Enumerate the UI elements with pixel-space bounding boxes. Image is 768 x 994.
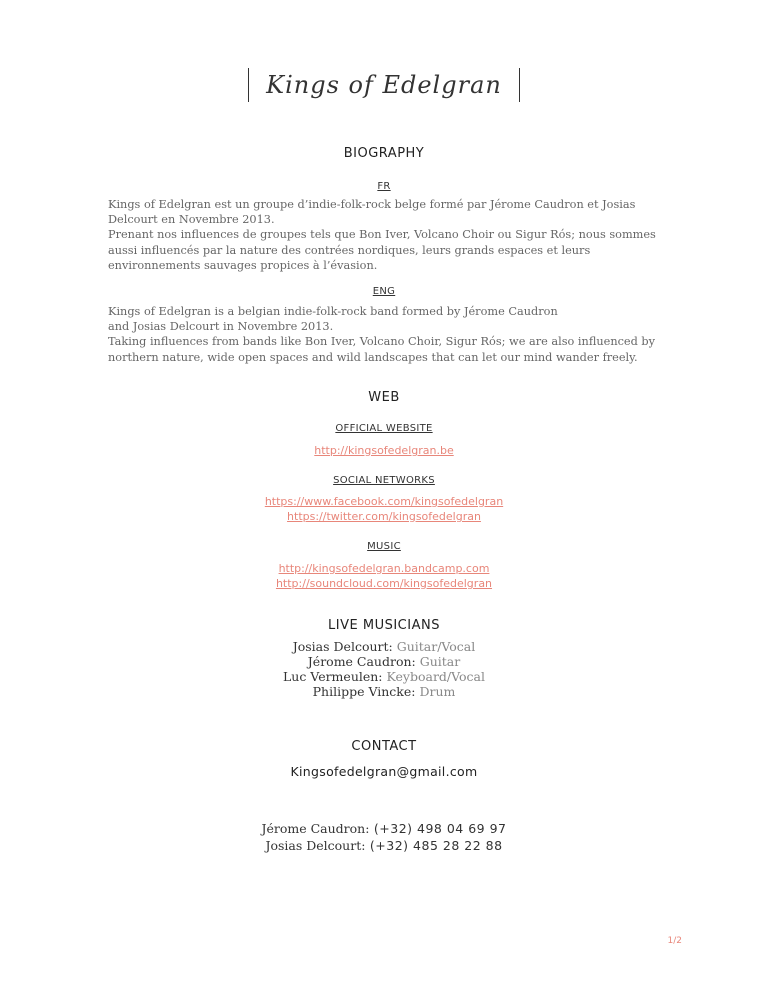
contact-email[interactable]: Kingsofedelgran@gmail.com — [290, 764, 478, 779]
musician-role: Drum — [415, 684, 456, 699]
fr-line: aussi influencés par la nature des contrées nordiques, leurs grands espaces et leurs — [108, 243, 591, 257]
biography-heading: BIOGRAPHY — [343, 146, 425, 161]
musician-role: Guitar/Vocal — [392, 639, 476, 654]
band-logo — [248, 66, 520, 104]
music-label: MUSIC — [367, 541, 401, 552]
phone-name: Josias Delcourt: — [265, 838, 366, 853]
biography-eng-text — [108, 304, 668, 365]
biography-fr-text — [108, 197, 668, 273]
social-networks-label: SOCIAL NETWORKS — [333, 475, 435, 486]
contact-heading: CONTACT — [351, 739, 417, 754]
live-musicians-heading: LIVE MUSICIANS — [328, 618, 440, 633]
eng-label: ENG — [372, 286, 396, 297]
musician-row — [0, 669, 768, 685]
fr-line: environnements sauvages propices à l’évasion. — [108, 258, 378, 272]
eng-line: Taking influences from bands like Bon Iver, Volcano Choir, Sigur Rós; we are also influenced by — [108, 335, 656, 349]
eng-line: northern nature, wide open spaces and wild landscapes that can let our mind wander freely. — [108, 350, 638, 364]
page-number: 1/2 — [667, 936, 682, 946]
logo-text: Kings of Edelgran — [266, 71, 502, 99]
fr-line: Delcourt en Novembre 2013. — [108, 213, 275, 227]
musician-role: Guitar — [415, 654, 461, 669]
bandcamp-link[interactable]: http://kingsofedelgran.bandcamp.com — [278, 562, 490, 575]
musician-name: Philippe Vincke: — [312, 684, 416, 699]
phone-row — [0, 820, 768, 837]
twitter-link[interactable]: https://twitter.com/kingsofedelgran — [287, 510, 481, 523]
phone-name: Jérome Caudron: — [261, 821, 370, 836]
phone-number[interactable]: (+32) 498 04 69 97 — [369, 821, 507, 836]
logo-right-bar — [519, 68, 520, 102]
musician-role: Keyboard/Vocal — [382, 669, 485, 684]
phone-number[interactable]: (+32) 485 28 22 88 — [365, 838, 503, 853]
musician-row — [0, 654, 768, 670]
musician-name: Jérome Caudron: — [307, 654, 416, 669]
musician-name: Josias Delcourt: — [292, 639, 393, 654]
web-heading: WEB — [368, 390, 400, 405]
phone-row — [0, 837, 768, 854]
fr-line: Kings of Edelgran est un groupe d’indie-folk-rock belge formé par Jérome Caudron et Josias — [108, 198, 636, 211]
musician-name: Luc Vermeulen: — [282, 669, 383, 684]
musician-row — [0, 639, 768, 655]
musician-row — [0, 684, 768, 700]
official-website-link[interactable]: http://kingsofedelgran.be — [314, 444, 454, 457]
eng-line: and Josias Delcourt in Novembre 2013. — [108, 320, 334, 334]
soundcloud-link[interactable]: http://soundcloud.com/kingsofedelgran — [275, 577, 493, 590]
official-website-label: OFFICIAL WEBSITE — [335, 423, 433, 434]
facebook-link[interactable]: https://www.facebook.com/kingsofedelgran — [264, 495, 504, 508]
fr-line: Prenant nos influences de groupes tels que Bon Iver, Volcano Choir ou Sigur Rós; nous sommes — [108, 228, 656, 242]
fr-label: FR — [377, 181, 391, 192]
eng-line: Kings of Edelgran is a belgian indie-folk-rock band formed by Jérome Caudron — [108, 305, 558, 318]
